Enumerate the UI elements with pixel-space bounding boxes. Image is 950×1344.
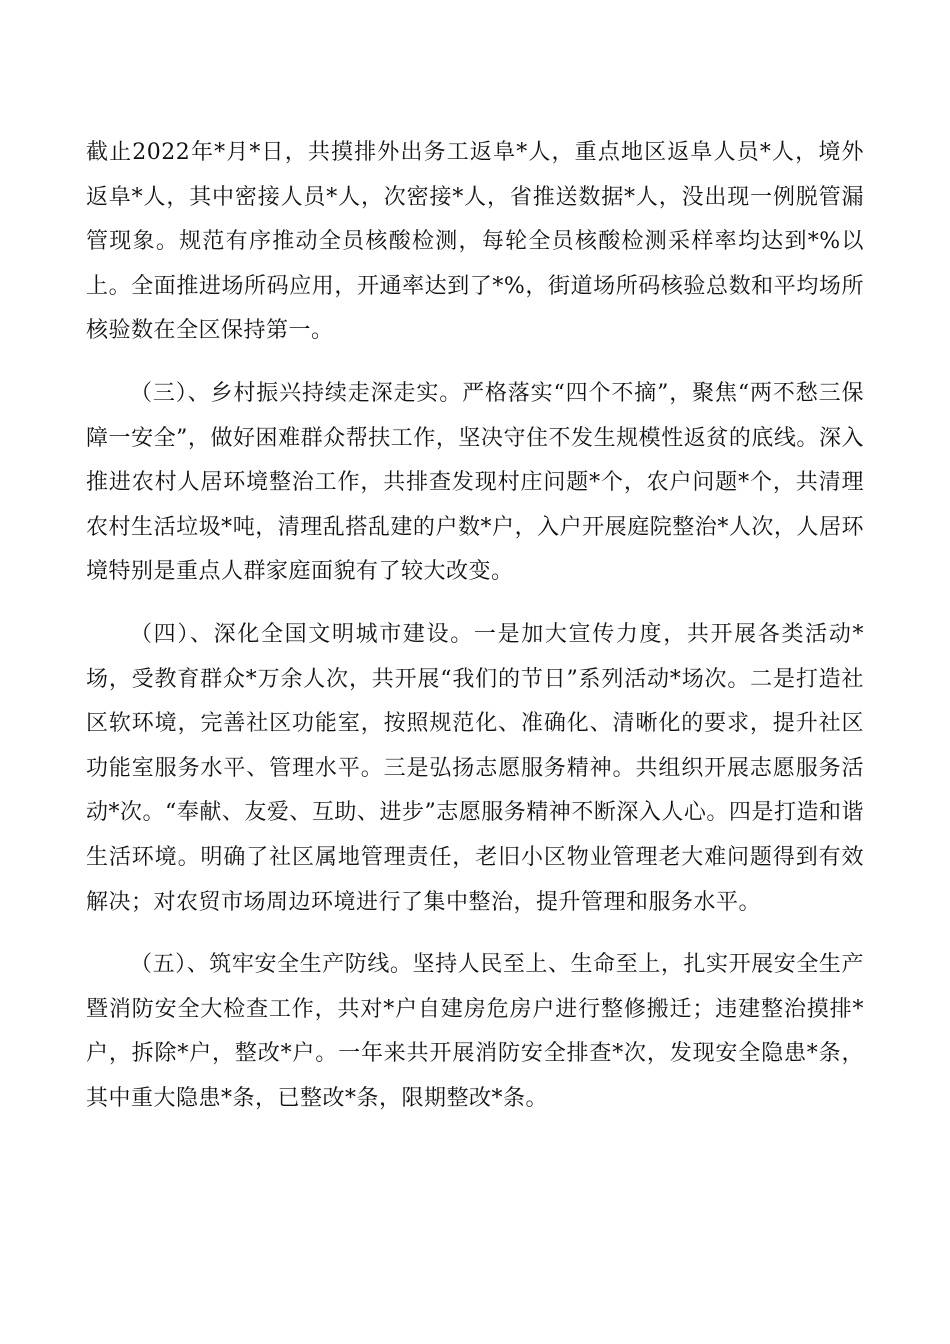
paragraph-epidemic-control: 截止2022年*月*日，共摸排外出务工返阜*人，重点地区返阜人员*人，境外返阜*人，其中密接人员*人，次密接*人，省推送数据*人，没出现一例脱管漏管现象。规范有序推动全员核酸检测，每轮全员核酸检测采样率均达到*%以上。全面推进场所码应用，开通率达到了*%，街道场所码核验总数和平均场所核验数在全区保持第一。	[86, 140, 864, 344]
paragraph-production-safety: （五）、筑牢安全生产防线。坚持人民至上、生命至上，扎实开展安全生产暨消防安全大检查工作，共对*户自建房危房户进行整修搬迁；违建整治摸排*户，拆除*户，整改*户。一年来共开展消防安全排查*次，发现安全隐患*条，其中重大隐患*条，已整改*条，限期整改*条。	[86, 952, 864, 1111]
paragraph-civilized-city: （四）、深化全国文明城市建设。一是加大宣传力度，共开展各类活动*场，受教育群众*万余人次，共开展“我们的节日”系列活动*场次。二是打造社区软环境，完善社区功能室，按照规范化、准确化、清晰化的要求，提升社区功能室服务水平、管理水平。三是弘扬志愿服务精神。共组织开展志愿服务活动*次。“奉献、友爱、互助、进步”志愿服务精神不断深入人心。四是打造和谐生活环境。明确了社区属地管理责任，老旧小区物业管理老大难问题得到有效解决；对农贸市场周边环境进行了集中整治，提升管理和服务水平。	[86, 621, 864, 915]
paragraph-rural-revitalization: （三）、乡村振兴持续走深走实。严格落实“四个不摘”，聚焦“两不愁三保障一安全”，做好困难群众帮扶工作，坚决守住不发生规模性返贫的底线。深入推进农村人居环境整治工作，共排查发现村庄问题*个，农户问题*个，共清理农村生活垃圾*吨，清理乱搭乱建的户数*户，入户开展庭院整治*人次，人居环境特别是重点人群家庭面貌有了较大改变。	[86, 380, 864, 585]
document-body	[86, 131, 864, 1121]
